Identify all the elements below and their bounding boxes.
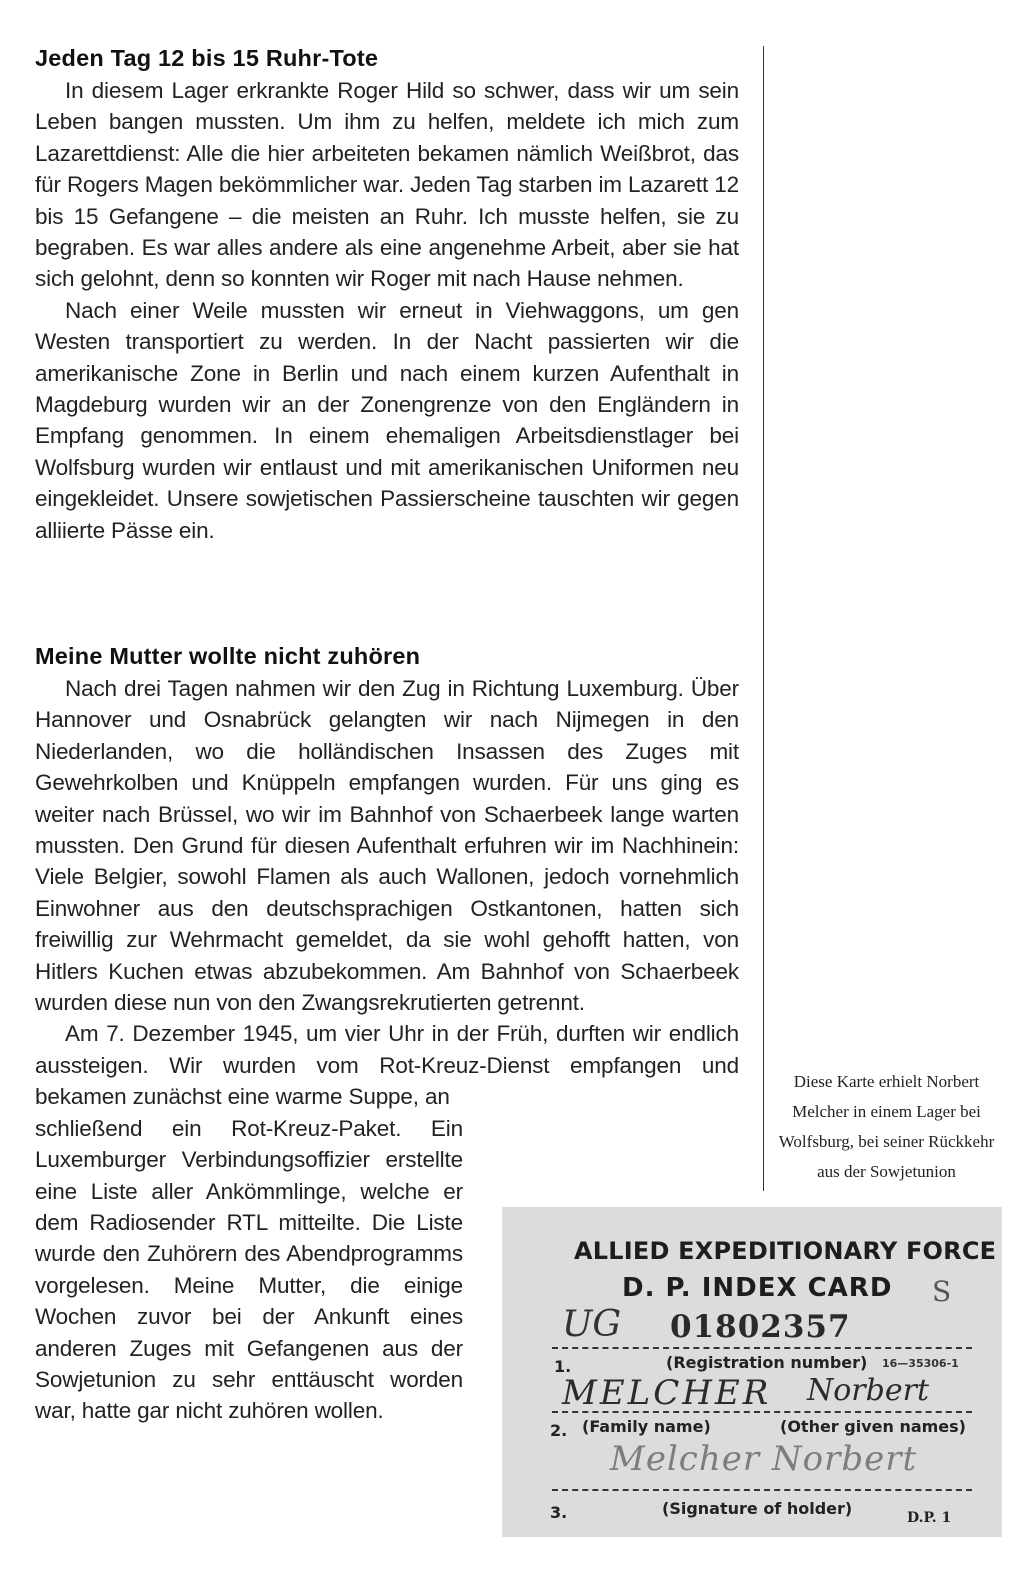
handwritten-prefix: UG	[562, 1304, 622, 1345]
paragraph: schließend ein Rot-Kreuz-Paket. Ein Luxemburger Verbindungsoffizier erstellte eine Liste aller Ankömmlinge, welche er dem Radiosender RTL mitteilte. Die Liste wurde den Zuhörern des Abendprogramms vorgelesen. Meine Mutter, die einige Wochen zuvor bei der Ankunft eines anderen Zuges mit Gefangenen aus der Sowjetunion zu sehr enttäuscht worden war, hatte gar nicht zuhören wollen.	[35, 1115, 463, 1424]
paragraph: Nach einer Weile mussten wir erneut in Viehwaggons, um gen Westen transportiert zu werden. In der Nacht passierten wir die amerikanische Zone in Berlin und nach einem kurzen Aufenthalt in Magdeburg wurden wir an der Zonengrenze von den Engländern in Empfang genommen. In einem ehemaligen Arbeitsdienstlager bei Wolfsburg wurden wir entlaust und mit amerikanischen Uniformen neu eingekleidet. Unsere sowjetischen Passierscheine tauschten wir gegen alliierte Pässe ein.	[35, 297, 739, 543]
paragraph: In diesem Lager erkrankte Roger Hild so schwer, dass wir um sein Leben bangen mussten. Um ihm zu helfen, meldete ich mich zum Lazarettdienst: Alle die hier arbeiteten bekamen nämlich Weißbrot, das für Rogers Magen bekömmlicher war. Jeden Tag starben im Lazarett 12 bis 15 Gefangene – die meisten an Ruhr. Ich musste helfen, sie zu begraben. Es war alles andere als eine angenehme Arbeit, aber sie hat sich gelohnt, denn so konnten wir Roger mit nach Hause nehmen.	[35, 78, 739, 292]
field-number: 1.	[554, 1357, 572, 1376]
card-title: ALLIED EXPEDITIONARY FORCE	[574, 1237, 997, 1265]
field-label: (Other given names)	[780, 1417, 966, 1436]
field-line	[552, 1411, 972, 1413]
section-heading: Jeden Tag 12 bis 15 Ruhr-Tote	[35, 45, 379, 71]
card-subtitle: D. P. INDEX CARD	[622, 1273, 893, 1303]
dp-index-card-image	[502, 1207, 1002, 1537]
column-divider	[763, 46, 764, 1191]
section-jeden-tag	[35, 44, 739, 546]
field-label: (Signature of holder)	[662, 1499, 853, 1518]
registration-number: 01802357	[670, 1309, 851, 1345]
field-line	[552, 1489, 972, 1491]
paragraph: Am 7. Dezember 1945, um vier Uhr in der Früh, durften wir endlich aussteigen. Wir wurden vom Rot-Kreuz-Dienst empfangen und bekamen zunächst eine warme Suppe, an	[35, 1021, 739, 1110]
given-names-handwritten: Norbert	[807, 1373, 930, 1408]
field-line	[552, 1347, 972, 1349]
figure-caption: Diese Karte erhielt Norbert Melcher in einem Lager bei Wolfsburg, bei seiner Rückkehr aus der Sowjetunion	[778, 1072, 995, 1181]
field-number: 2.	[550, 1421, 568, 1440]
field-label: (Registration number)	[666, 1353, 868, 1372]
paragraph: Nach drei Tagen nahmen wir den Zug in Richtung Luxemburg. Über Hannover und Osnabrück gelangten wir nach Nijmegen in den Niederlanden, wo die holländischen Insassen des Zuges mit Gewehrkolben und Knüppeln empfangen wurden. Für uns ging es weiter nach Brüssel, wo wir im Bahnhof von Schaerbeek lange warten mussten. Den Grund für diesen Aufenthalt erfuhren wir im Nachhinein: Viele Belgier, sowohl Flamen als auch Wallonen, jedoch vornehmlich Einwohner aus den deutschsprachigen Ostkantonen, hatten sich freiwillig zur Wehrmacht gemeldet, da sie wohl gehofft hatten, von Hitlers Kuchen etwas abzubekommen. Am Bahnhof von Schaerbeek wurden diese nun von den Zwangsrekrutierten getrennt.	[35, 676, 739, 1016]
form-code: 16—35306-1	[882, 1357, 959, 1370]
footer-code: D.P. 1	[907, 1510, 952, 1526]
stamp-letter: S	[932, 1275, 952, 1308]
section-heading: Meine Mutter wollte nicht zuhören	[35, 643, 421, 669]
family-name-handwritten: MELCHER	[562, 1373, 772, 1413]
signature-handwritten: Melcher Norbert	[610, 1439, 918, 1479]
field-number: 3.	[550, 1503, 568, 1522]
field-label: (Family name)	[582, 1417, 711, 1436]
